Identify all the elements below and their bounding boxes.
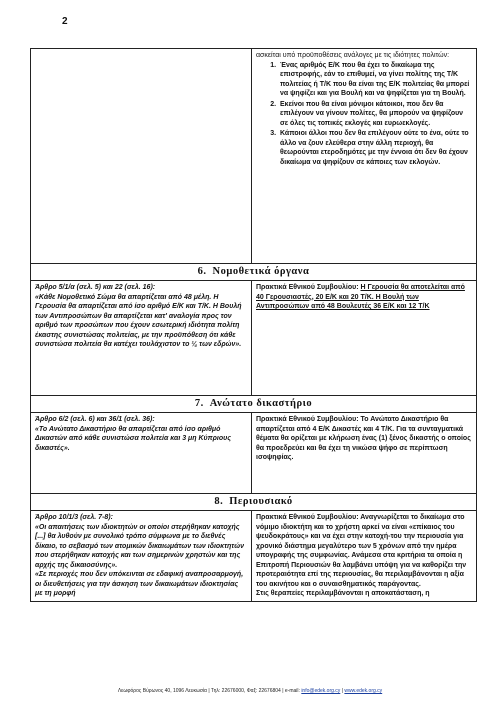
- continuation-row: [31, 49, 477, 264]
- continuation-left-cell: [31, 49, 252, 264]
- voting-list-item: 3. Κάποιοι άλλοι που δεν θα επιλέγουν ούτε το ένα, ούτε το άλλο να ζουν ελεύθερα στην άλλη περιοχή, θα θεωρούνται ετεροδημότες με την έννοια ότι δεν θα έχουν δικαίωμα να ψηφίζουν σε κάποιες των εκλογών.: [278, 129, 472, 167]
- section-heading-row: [31, 494, 477, 511]
- council-body: Αναγνωρίζεται το δικαίωμα στο νόμιμο ιδιοκτήτη και το χρήστη αρκεί να είναι «επίκαιος του ψευδοκράτους» και να έχει στην κατοχή-του την περιουσία για χρονικό διάστημα μεγαλύτερο των 5 χρόνων από την ημέρα υπογραφής της συμφωνίας. Ανάμεσα στα κριτήρια τα οποία η Επιτροπή Περιουσιών θα λαμβάνει υπόψη για να καθορίζει την προτεραιότητα επί της περιουσίας, θα περιλαμβάνονται η αξία του ακινήτου και ο συναισθηματικός παράγοντας.: [256, 514, 467, 588]
- council-label: Πρακτικά Εθνικού Συμβουλίου:: [256, 416, 359, 423]
- section-heading-row: [31, 396, 477, 413]
- article-reference: Άρθρο 5/1/α (σελ. 5) και 22 (σελ. 16):: [35, 284, 156, 291]
- section-title: Νομοθετικά όργανα: [212, 266, 310, 277]
- section-content-row: [31, 413, 477, 494]
- continuation-right-cell: [252, 49, 477, 264]
- article-reference: Άρθρο 6/2 (σελ. 6) και 36/1 (σελ. 36):: [35, 416, 155, 423]
- footer-separator: |: [340, 688, 345, 694]
- council-text: [256, 415, 472, 463]
- council-text: [256, 513, 472, 589]
- council-cell: [252, 511, 477, 602]
- footer-email-link[interactable]: info@edek.org.cy: [301, 688, 341, 694]
- article-quote: «Σε περιοχές που δεν υπόκεινται σε εδαφική αναπροσαρμογή, οι διευθετήσεις για την άσκηση των δικαιωμάτων ιδιοκτησίας με τη μορφή: [35, 571, 244, 597]
- council-text: Στις θεραπείες περιλαμβάνονται η αποκατάσταση, η: [256, 590, 430, 597]
- footer-website-link[interactable]: www.edek.org.cy: [344, 688, 383, 694]
- section-heading: [31, 264, 477, 281]
- council-text: [256, 283, 472, 312]
- council-label: Πρακτικά Εθνικού Συμβουλίου:: [256, 284, 359, 291]
- article-quote: «Κάθε Νομοθετικό Σώμα θα απαρτίζεται από 48 μέλη. Η Γερουσία θα απαρτίζεται από ίσο αριθμό Ε/Κ και Τ/Κ. Η Βουλή των Αντιπροσώπων θα απαρτίζεται κατ' αναλογία προς τον αριθμό των προσώπων που έχουν εσωτερική ιδιότητα πολίτη έκαστης συνιστώσας πολιτείας, με την προϋπόθεση ότι κάθε συνιστώσα πολιτεία θα κατέχει τουλάχιστον το ¼ των εδρών».: [35, 293, 242, 348]
- page-number: 2: [62, 16, 68, 27]
- section-heading-row: [31, 264, 477, 281]
- council-body: Το Ανώτατο Δικαστήριο θα απαρτίζεται από 4 Ε/Κ Δικαστές και 4 Τ/Κ. Για τα συνταγματικά θέματα θα ορίζεται με κλήρωση ένας (1) ξένος δικαστής ο οποίος θα προεδρεύει και θα έχει τη νικώσα ψήφο σε περίπτωση ισοψηφίας.: [256, 416, 471, 461]
- footer-address: Λεωφόρος Βύρωνος 40, 1096 Λευκωσία | Τηλ: 22676000, Φαξ: 22676804 | e-mail:: [117, 688, 300, 694]
- council-cell: [252, 413, 477, 494]
- voting-list-item: 2. Εκείνοι που θα είναι μόνιμοι κάτοικοι, που δεν θα επιλέγουν να γίνουν πολίτες, θα μπορούν να ψηφίζουν σε όλες τις τοπικές εκλογές και ευρωεκλογές.: [278, 100, 472, 129]
- council-body: Η Γερουσία θα αποτελείται από 40 Γερουσιαστές, 20 Ε/Κ και 20 Τ/Κ. Η Βουλή των Αντιπροσώπων από 48 Βουλευτές 36 Ε/Κ και 12 Τ/Κ: [256, 284, 465, 310]
- comparison-table: [30, 48, 477, 602]
- section-number: 6.: [197, 266, 207, 277]
- section-heading: [31, 396, 477, 413]
- plan-cell: [31, 281, 252, 396]
- page-footer: [0, 688, 500, 694]
- article-reference: Άρθρο 10/1/3 (σελ. 7-8):: [35, 514, 113, 521]
- council-label: Πρακτικά Εθνικού Συμβουλίου:: [256, 514, 359, 521]
- article-quote: «Το Ανώτατο Δικαστήριο θα απαρτίζεται από ίσο αριθμό Δικαστών από κάθε συνιστώσα πολιτεία και 3 μη Κύπριους δικαστές».: [35, 425, 231, 452]
- section-number: 7.: [194, 398, 204, 409]
- section-title: Περιουσιακό: [229, 496, 293, 507]
- continuation-intro: ασκείται υπό προϋποθέσεις ανάλογες με τις ιδιότητες πολιτών:: [256, 52, 450, 59]
- article-quote: «Οι απαιτήσεις των ιδιοκτητών οι οποίοι στερήθηκαν κατοχής [...] θα λυθούν με συνολικό τρόπο σύμφωνα με το διεθνές δίκαιο, το σεβασμό των ατομικών δικαιωμάτων των ιδιοκτητών που στερήθηκαν κατοχής και των σημερινών χρηστών και της αρχής της δικαιοσύνης».: [35, 523, 244, 569]
- voting-list: [256, 61, 472, 168]
- plan-cell: [31, 413, 252, 494]
- section-content-row: [31, 511, 477, 602]
- section-content-row: [31, 281, 477, 396]
- section-heading: [31, 494, 477, 511]
- council-cell: [252, 281, 477, 396]
- section-number: 8.: [214, 496, 224, 507]
- section-title: Ανώτατο δικαστήριο: [209, 398, 313, 409]
- voting-list-item: 1. Ένας αριθμός Ε/Κ που θα έχει το δικαίωμα της επιστροφής, εάν το επιθυμεί, να γίνει πολίτης της Τ/Κ πολιτείας ή Τ/Κ που θα είναι της Ε/Κ πολιτείας θα μπορεί να ψηφίζει και για Βουλή και να ψηφίζεται για τη Βουλή.: [278, 61, 472, 99]
- plan-cell: [31, 511, 252, 602]
